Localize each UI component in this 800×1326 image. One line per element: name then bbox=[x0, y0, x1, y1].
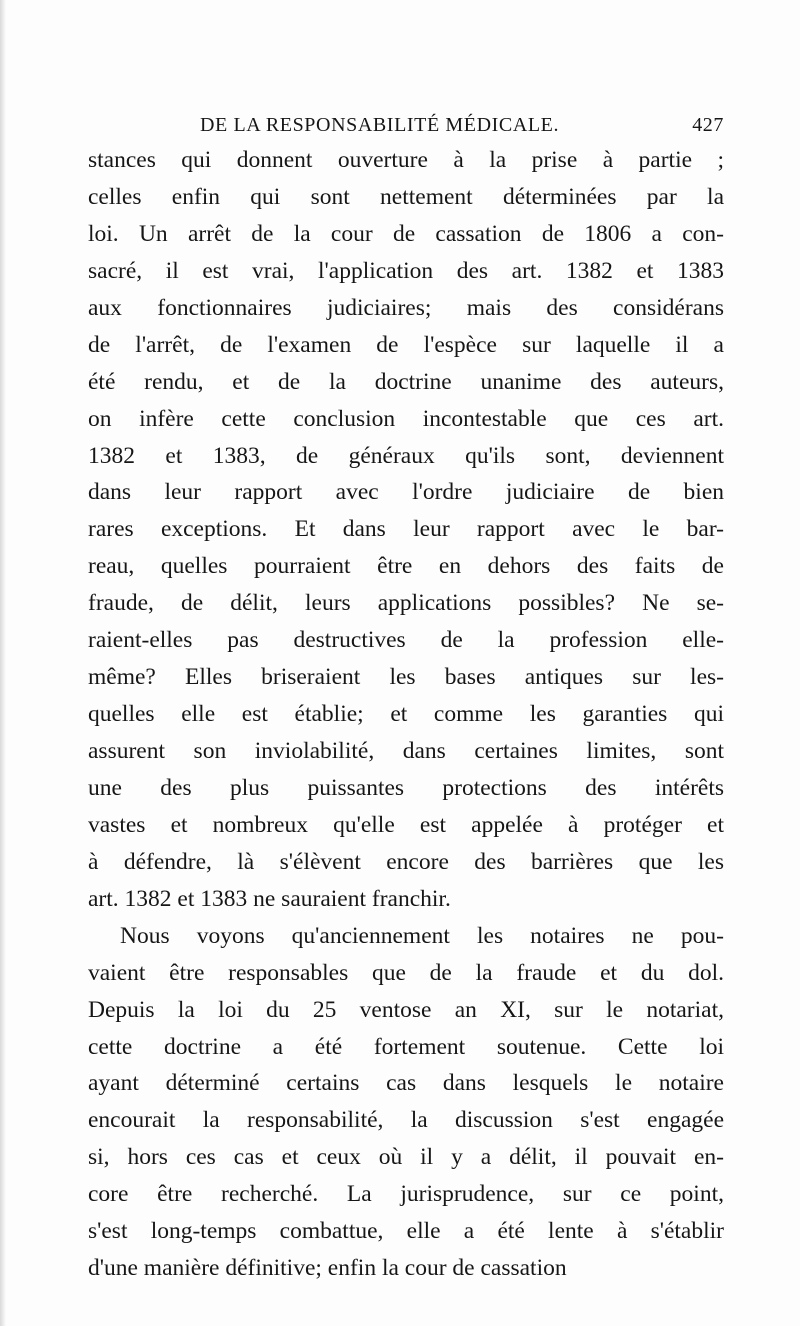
text-line: stances qui donnent ouverture à la prise à partie ; bbox=[88, 147, 724, 173]
text-line: cette doctrine a été fortement soutenue. Cette loi bbox=[88, 1033, 724, 1060]
text-line: on infère cette conclusion incontestable que ces art. bbox=[88, 405, 724, 432]
text-line: à défendre, là s'élèvent encore des barrières que les bbox=[88, 848, 724, 875]
text-line: assurent son inviolabilité, dans certaines limites, sont bbox=[88, 738, 724, 764]
text-line: raient-elles pas destructives de la profession elle- bbox=[88, 627, 724, 654]
page-number: 427 bbox=[692, 114, 724, 136]
text-line: core être recherché. La jurisprudence, sur ce point, bbox=[88, 1181, 724, 1208]
text-line: Depuis la loi du 25 ventose an XI, sur le notariat, bbox=[88, 996, 724, 1023]
text-line: Nous voyons qu'anciennement les notaires ne pou- bbox=[120, 922, 724, 949]
paragraph bbox=[88, 142, 724, 918]
text-line: même? Elles briseraient les bases antiques sur les- bbox=[88, 664, 724, 691]
text-line: dans leur rapport avec l'ordre judiciaire de bien bbox=[88, 479, 724, 506]
text-line: celles enfin qui sont nettement déterminées par la bbox=[88, 183, 724, 210]
text-line: une des plus puissantes protections des intérêts bbox=[88, 774, 724, 801]
text-line: ayant déterminé certains cas dans lesquels le notaire bbox=[88, 1070, 724, 1097]
page-header bbox=[92, 110, 732, 138]
text-line: quelles elle est établie; et comme les garanties qui bbox=[88, 701, 724, 728]
text-line: si, hors ces cas et ceux où il y a délit, il pouvait en- bbox=[88, 1144, 724, 1171]
text-line: 1382 et 1383, de généraux qu'ils sont, deviennent bbox=[88, 442, 724, 469]
text-line: fraude, de délit, leurs applications possibles? Ne se- bbox=[88, 590, 724, 617]
text-line: encourait la responsabilité, la discussion s'est engagée bbox=[88, 1107, 724, 1134]
text-line: sacré, il est vrai, l'application des art. 1382 et 1383 bbox=[88, 257, 724, 284]
text-line: d'une manière définitive; enfin la cour de cassation bbox=[88, 1255, 567, 1282]
text-line: loi. Un arrêt de la cour de cassation de 1806 a con- bbox=[88, 220, 724, 247]
text-line: rares exceptions. Et dans leur rapport avec le bar- bbox=[88, 516, 724, 543]
text-line: s'est long-temps combattue, elle a été lente à s'établir bbox=[88, 1218, 724, 1245]
body-text bbox=[88, 142, 724, 1287]
text-line: vaient être responsables que de la fraude et du dol. bbox=[88, 959, 724, 986]
paragraph bbox=[88, 918, 724, 1287]
text-line: reau, quelles pourraient être en dehors des faits de bbox=[88, 553, 724, 580]
paragraph-container bbox=[88, 142, 724, 1287]
running-title: DE LA RESPONSABILITÉ MÉDICALE. bbox=[200, 114, 560, 136]
text-line: vastes et nombreux qu'elle est appelée à protéger et bbox=[88, 811, 724, 838]
text-line: aux fonctionnaires judiciaires; mais des considérans bbox=[88, 294, 724, 321]
text-line: de l'arrêt, de l'examen de l'espèce sur laquelle il a bbox=[88, 331, 724, 358]
text-line: été rendu, et de la doctrine unanime des auteurs, bbox=[88, 368, 724, 395]
text-line: art. 1382 et 1383 ne sauraient franchir. bbox=[88, 885, 451, 912]
